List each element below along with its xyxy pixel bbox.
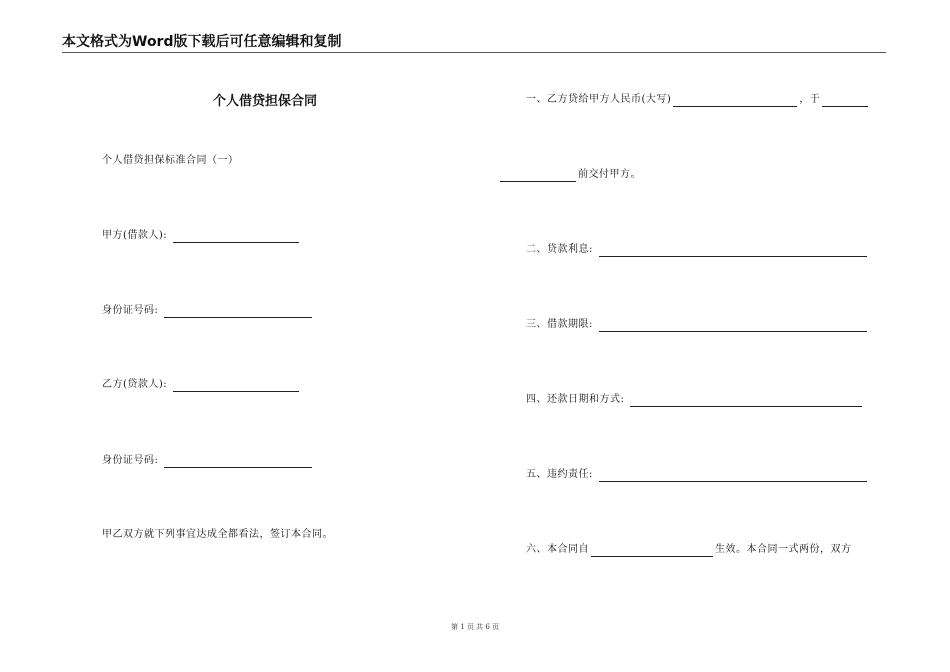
page-header [62,32,886,53]
party-a-id-blank[interactable] [164,306,312,318]
party-a-blank[interactable] [173,231,299,243]
clause-3-blank[interactable] [599,320,867,332]
contract-subtitle [102,154,239,168]
clause-1-prefix: 一、乙方贷给甲方人民币(大写) [526,94,672,105]
page-number: 第 1 页 共 6 页 [450,623,500,631]
subtitle-text: 个人借贷担保标准合同（一） [102,155,239,166]
clause-1-date-blank[interactable] [822,95,868,107]
clause-2-label: 二、贷款利息: [526,244,593,255]
party-b-id-label: 身份证号码: [102,455,159,466]
clause-1-continuation [500,168,641,182]
document-title: 个人借贷担保合同 [212,94,317,109]
clause-1-amount-blank[interactable] [673,95,797,107]
clause-1-suffix: 前交付甲方。 [578,169,641,180]
party-b-row [102,378,301,392]
clause-4-blank[interactable] [630,395,862,407]
clause-5-blank[interactable] [599,470,867,482]
clause-3-label: 三、借款期限: [526,319,593,330]
party-b-blank[interactable] [173,380,299,392]
clause-5-row [526,468,869,482]
clause-4-row [526,393,864,407]
clause-1-mid: ，于 [799,94,821,105]
agreement-text: 甲乙双方就下列事宜达成全都看法，签订本合同。 [102,529,333,540]
clause-6-prefix: 六、本合同自 [526,544,589,555]
party-a-id-row [102,304,314,318]
party-a-label: 甲方(借款人): [102,230,168,241]
party-b-label: 乙方(贷款人): [102,379,168,390]
header-text: 本文格式为Word版下载后可任意编辑和复制 [62,34,342,50]
clause-6-date-blank[interactable] [591,545,713,557]
clause-1-date-blank-cont[interactable] [500,170,576,182]
clause-6-suffix: 生效。本合同一式两份，双方 [715,544,852,555]
party-b-id-blank[interactable] [164,456,312,468]
party-b-id-row [102,454,314,468]
clause-2-row [526,243,869,257]
clause-6-row [526,543,852,557]
clause-5-label: 五、违约责任: [526,469,593,480]
clause-4-label: 四、还款日期和方式: [526,394,625,405]
party-a-id-label: 身份证号码: [102,305,159,316]
agreement-row [102,528,333,542]
clause-3-row [526,318,869,332]
clause-1-row [526,93,870,107]
party-a-row [102,229,301,243]
page-footer [0,622,950,632]
clause-2-blank[interactable] [599,245,867,257]
